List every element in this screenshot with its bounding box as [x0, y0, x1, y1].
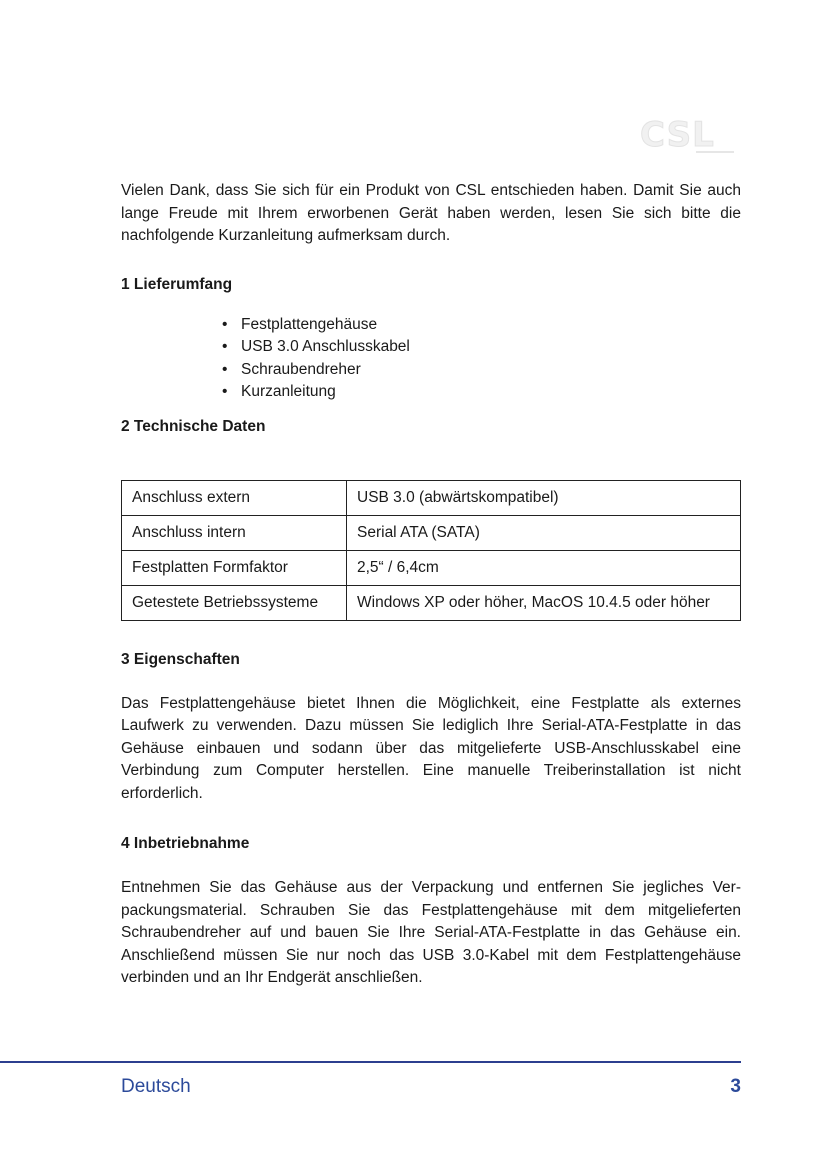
section-heading-lieferumfang: 1 Lieferumfang	[121, 275, 233, 293]
inbetriebnahme-paragraph: Entnehmen Sie das Gehäuse aus der Verpackung und entfernen Sie jegliches Ver-packungsmaterial. Schrauben Sie das Festplattengehäuse mit dem mitgelieferten Schraubendreher auf und bauen Sie Ihre Serial-ATA-Festplatte in das Gehäuse ein. Anschließend müssen Sie nur noch das USB 3.0-Kabel mit dem Festplattengehäuse verbinden und an Ihr Endgerät anschließen.	[121, 879, 741, 986]
csl-logo-text: CSL	[640, 115, 715, 155]
table-cell-key: Festplatten Formfaktor	[122, 550, 347, 585]
intro-paragraph: Vielen Dank, dass Sie sich für ein Produkt von CSL entschieden haben. Damit Sie auch lange Freude mit Ihrem erworbenen Gerät haben werden, lesen Sie sich bitte die nachfolgende Kurzanleitung aufmerksam durch.	[121, 182, 741, 244]
section-heading-eigenschaften: 3 Eigenschaften	[121, 650, 240, 668]
table-row	[122, 480, 741, 515]
list-item-label: Festplattengehäuse	[241, 315, 378, 333]
list-item	[221, 359, 741, 382]
footer-language: Deutsch	[121, 1076, 191, 1097]
table-row	[122, 515, 741, 550]
delivery-list	[121, 314, 741, 404]
page-number: 3	[730, 1076, 741, 1097]
list-item	[221, 336, 741, 359]
table-cell-value: Serial ATA (SATA)	[347, 515, 741, 550]
csl-logo	[636, 112, 736, 158]
list-item	[221, 381, 741, 404]
csl-logo-watermark	[636, 112, 736, 158]
list-item-label: Kurzanleitung	[241, 383, 336, 400]
table-cell-value: 2,5“ / 6,4cm	[347, 550, 741, 585]
table-cell-key: Anschluss intern	[122, 515, 347, 550]
specs-table	[121, 480, 741, 621]
table-cell-value: USB 3.0 (abwärtskompatibel)	[347, 480, 741, 515]
table-row	[122, 550, 741, 585]
list-item-label: Schraubendreher	[241, 360, 361, 378]
bullet-icon: •	[222, 360, 228, 378]
table-cell-value: Windows XP oder höher, MacOS 10.4.5 oder höher	[347, 585, 741, 620]
footer-divider	[0, 1061, 741, 1063]
table-cell-key: Anschluss extern	[122, 480, 347, 515]
page-content	[121, 180, 741, 990]
table-row	[122, 585, 741, 620]
bullet-icon: •	[222, 338, 228, 355]
list-item	[221, 314, 741, 337]
eigenschaften-paragraph: Das Festplattengehäuse bietet Ihnen die Möglichkeit, eine Festplatte als externes Laufwerk zu verwenden. Dazu müssen Sie lediglich Ihre Serial-ATA-Festplatte in das Gehäuse einbauen und sodann über das mitgelieferte USB-Anschlusskabel eine Verbindung zum Computer herstellen. Eine manuelle Treiberinstallation ist nicht erforderlich.	[121, 694, 741, 802]
bullet-icon: •	[222, 383, 228, 400]
section-heading-technische-daten: 2 Technische Daten	[121, 417, 266, 435]
list-item-label: USB 3.0 Anschlusskabel	[241, 338, 410, 355]
bullet-icon: •	[222, 315, 228, 333]
section-heading-inbetriebnahme: 4 Inbetriebnahme	[121, 835, 250, 852]
table-cell-key: Getestete Betriebssysteme	[122, 585, 347, 620]
